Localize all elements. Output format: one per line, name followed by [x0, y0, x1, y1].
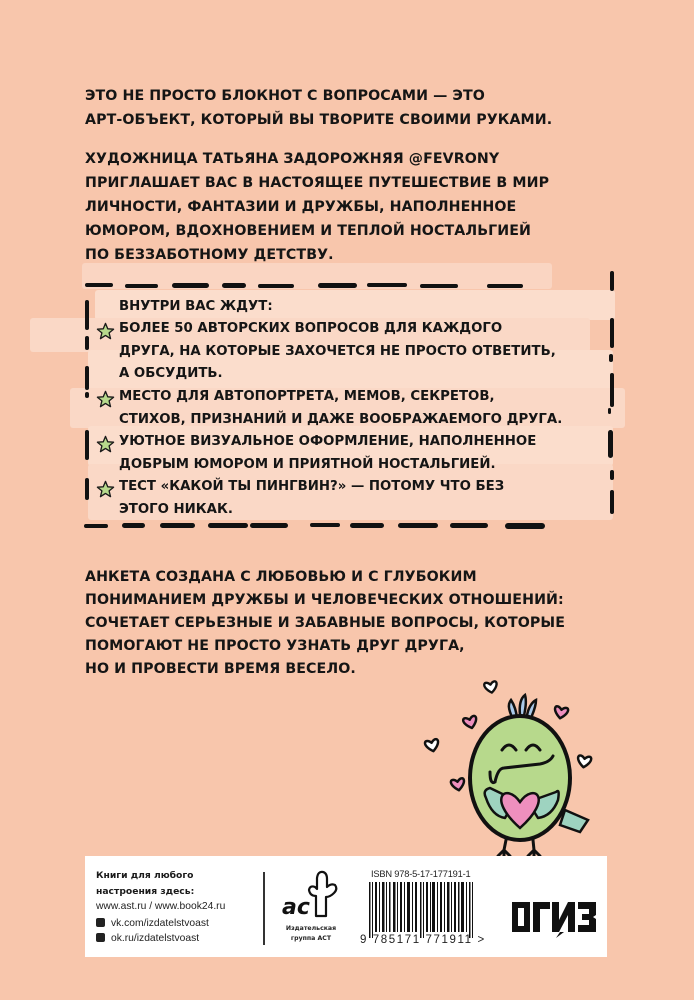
feature-line: УЮТНОЕ ВИЗУАЛЬНОЕ ОФОРМЛЕНИЕ, НАПОЛНЕННОЕ — [119, 434, 537, 449]
features-title: ВНУТРИ ВАС ЖДУТ: — [119, 299, 273, 314]
promo-title — [96, 868, 194, 900]
feature-line: ТЕСТ «КАКОЙ ТЫ ПИНГВИН?» — ПОТОМУ ЧТО БЕЗ — [119, 479, 505, 494]
frame-dash — [610, 318, 614, 348]
intro-line: АРТ-ОБЪЕКТ, КОТОРЫЙ ВЫ ТВОРИТЕ СВОИМИ РУКАМИ. — [85, 112, 553, 128]
star-icon — [96, 322, 115, 341]
ogiz-logo-icon — [510, 898, 600, 938]
vk-icon — [96, 918, 105, 927]
artist-paragraph — [85, 147, 549, 267]
ok-icon — [96, 933, 105, 942]
feature-line: ЭТОГО НИКАК. — [119, 501, 233, 517]
frame-dash — [420, 284, 458, 288]
frame-dash — [222, 283, 246, 288]
isbn-label: ISBN 978-5-17-177191-1 — [371, 869, 471, 879]
intro-line: ЭТО НЕ ПРОСТО БЛОКНОТ С ВОПРОСАМИ — ЭТО — [85, 88, 485, 104]
bird-mascot-illustration — [420, 660, 620, 860]
vk-link[interactable] — [96, 918, 209, 929]
feature-line: А ОБСУДИТЬ. — [119, 366, 223, 381]
ast-caption-line: группа АСТ — [290, 935, 332, 942]
feature-line: ДРУГА, НА КОТОРЫЕ ЗАХОЧЕТСЯ НЕ ПРОСТО ОТВЕТИТЬ, — [119, 343, 556, 359]
artist-line: ПРИГЛАШАЕТ ВАС В НАСТОЯЩЕЕ ПУТЕШЕСТВИЕ В МИР — [85, 175, 550, 191]
outro-line: НО И ПРОВЕСТИ ВРЕМЯ ВЕСЕЛО. — [85, 661, 356, 677]
frame-dash — [610, 470, 614, 480]
ast-logo-icon — [280, 868, 340, 920]
frame-dash — [487, 284, 523, 288]
ok-link-label: ok.ru/izdatelstvoast — [111, 933, 200, 944]
star-icon — [96, 390, 115, 409]
artist-line: ЮМОРОМ, ВДОХНОВЕНИЕМ И ТЕПЛОЙ НОСТАЛЬГИЕЙ — [85, 223, 532, 239]
svg-text:ac: ac — [282, 895, 310, 920]
publisher-footer-panel — [85, 856, 607, 957]
frame-dash — [450, 523, 488, 528]
feature-line: ДОБРЫМ ЮМОРОМ И ПРИЯТНОЙ НОСТАЛЬГИЕЙ. — [119, 456, 496, 472]
frame-dash — [85, 430, 89, 460]
frame-dash — [172, 283, 209, 288]
frame-dash — [85, 283, 113, 287]
promo-title-line: настроения здесь: — [96, 886, 195, 897]
frame-dash — [367, 283, 407, 287]
frame-dash — [608, 408, 611, 414]
frame-dash — [258, 284, 294, 288]
outro-line: АНКЕТА СОЗДАНА С ЛЮБОВЬЮ И С ГЛУБОКИМ — [85, 569, 477, 585]
promo-title-line: Книги для любого — [96, 870, 194, 881]
intro-paragraph — [85, 84, 552, 132]
ast-caption — [271, 924, 351, 944]
frame-dash — [208, 523, 248, 528]
frame-dash — [350, 523, 384, 528]
outro-line: ПОНИМАНИЕМ ДРУЖБЫ И ЧЕЛОВЕЧЕСКИХ ОТНОШЕНИЙ: — [85, 592, 564, 608]
star-icon — [96, 435, 115, 454]
frame-dash — [310, 523, 340, 527]
feature-line: МЕСТО ДЛЯ АВТОПОРТРЕТА, МЕМОВ, СЕКРЕТОВ, — [119, 389, 495, 404]
frame-dash — [85, 366, 89, 390]
frame-dash — [125, 284, 158, 288]
frame-dash — [84, 524, 108, 528]
frame-dash — [610, 271, 614, 291]
frame-dash — [250, 523, 288, 528]
outro-line: СОЧЕТАЕТ СЕРЬЕЗНЫЕ И ЗАБАВНЫЕ ВОПРОСЫ, КОТОРЫЕ — [85, 615, 566, 631]
feature-line: БОЛЕЕ 50 АВТОРСКИХ ВОПРОСОВ ДЛЯ КАЖДОГО — [119, 321, 503, 336]
frame-dash — [85, 478, 89, 500]
artist-line: ЛИЧНОСТИ, ФАНТАЗИИ И ДРУЖБЫ, НАПОЛНЕННОЕ — [85, 199, 517, 215]
feature-line: СТИХОВ, ПРИЗНАНИЙ И ДАЖЕ ВООБРАЖАЕМОГО ДРУГА. — [119, 411, 563, 427]
frame-dash — [610, 490, 614, 514]
frame-dash — [398, 523, 438, 528]
vk-link-label: vk.com/izdatelstvoast — [111, 918, 209, 929]
website-links[interactable]: www.ast.ru / www.book24.ru — [96, 901, 226, 912]
outro-line: ПОМОГАЮТ НЕ ПРОСТО УЗНАТЬ ДРУГ ДРУГА, — [85, 638, 465, 654]
frame-dash — [85, 300, 89, 330]
star-icon — [96, 480, 115, 499]
artist-line: ХУДОЖНИЦА ТАТЬЯНА ЗАДОРОЖНЯЯ @FEVRONY — [85, 151, 500, 167]
frame-dash — [85, 336, 89, 350]
footer-divider — [263, 872, 265, 945]
frame-dash — [318, 283, 357, 288]
frame-dash — [505, 523, 545, 529]
frame-dash — [85, 392, 89, 398]
ok-link[interactable] — [96, 933, 199, 944]
barcode-icon — [369, 882, 489, 942]
barcode-digits: 9 785171 771911 > — [360, 934, 486, 946]
frame-dash — [122, 523, 145, 528]
frame-dash — [610, 373, 614, 407]
frame-dash — [608, 430, 613, 458]
artist-line: ПО БЕЗЗАБОТНОМУ ДЕТСТВУ. — [85, 247, 334, 263]
frame-dash — [609, 354, 613, 362]
ast-caption-line: Издательская — [285, 925, 337, 932]
frame-dash — [160, 523, 195, 528]
